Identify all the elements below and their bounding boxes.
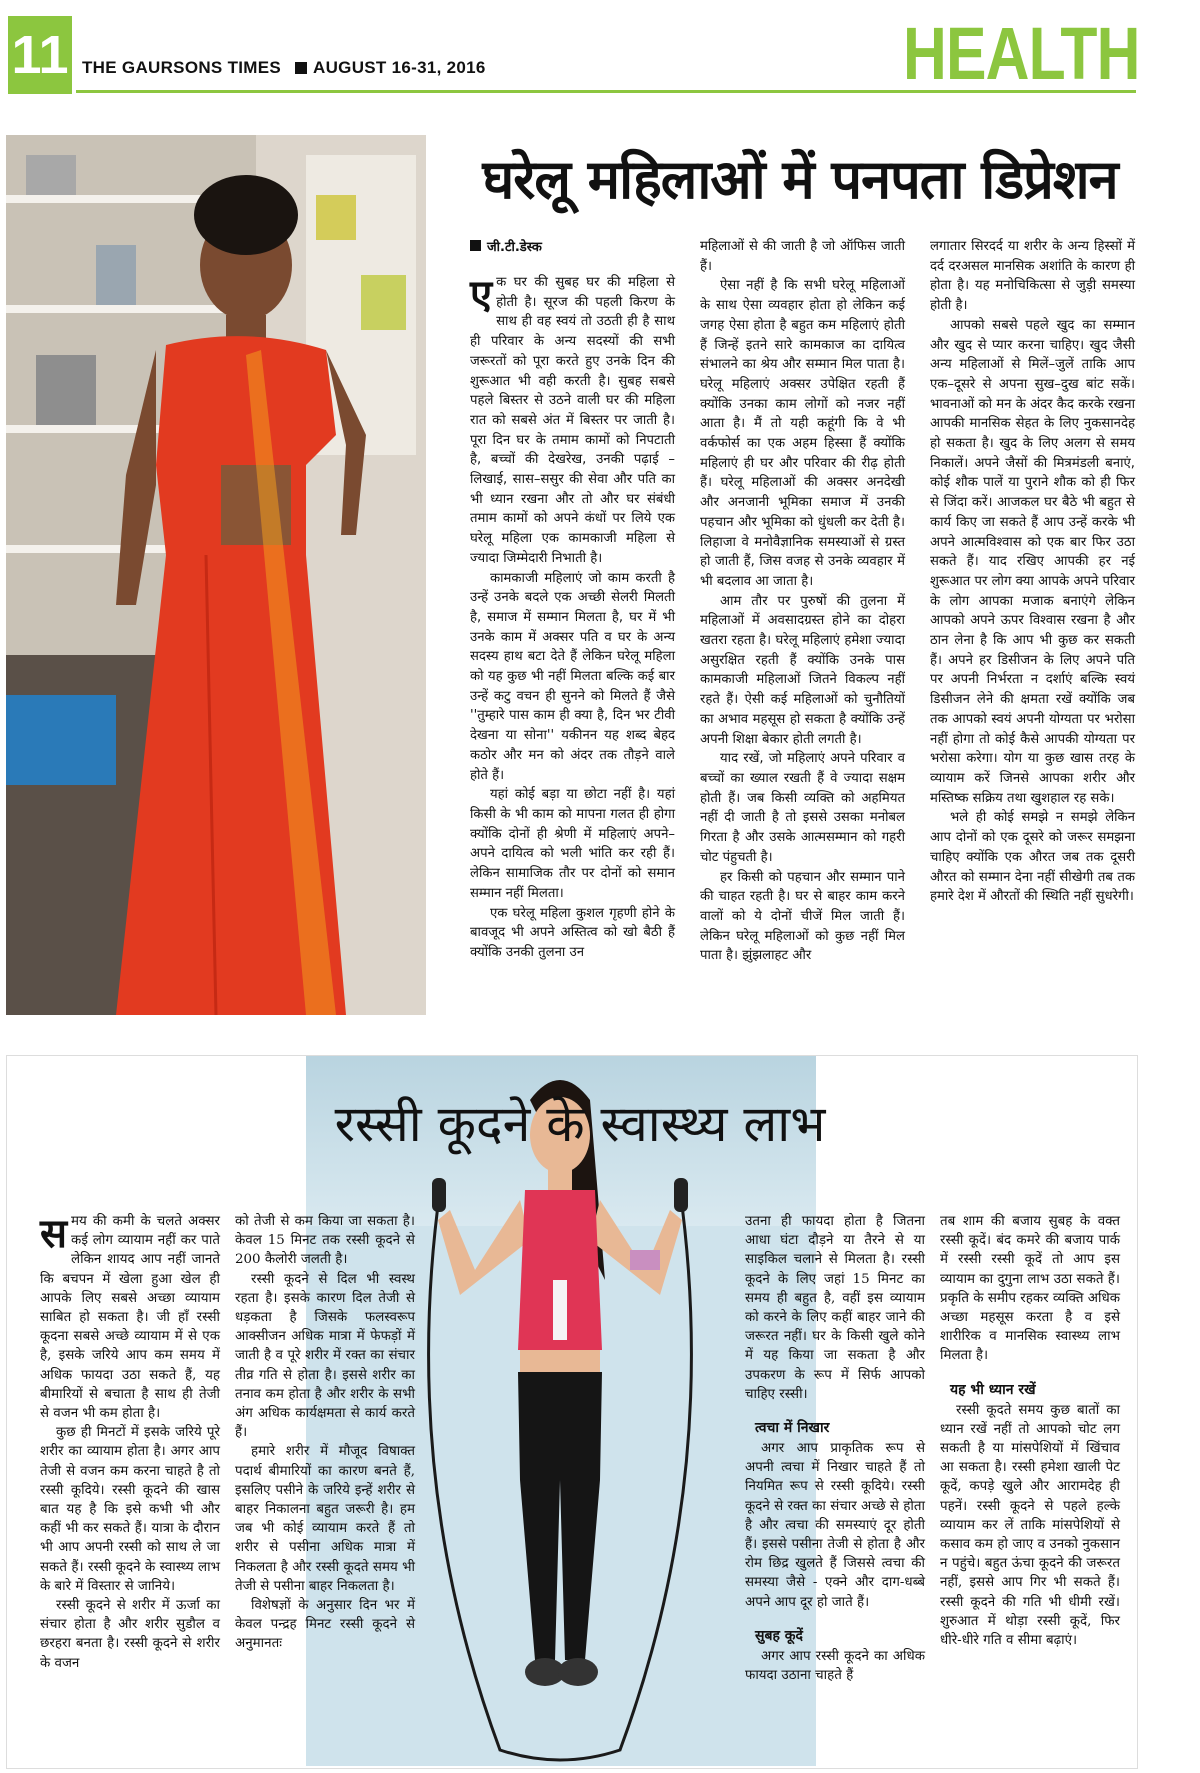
square-bullet-icon: [295, 62, 307, 74]
drop-cap: ए: [470, 272, 493, 318]
paragraph: लगातार सिरदर्द या शरीर के अन्य हिस्सों में दर्द दरअसल मानसिक अशांति के कारण ही होता है। यह मनोचिकित्सा से जुड़ी समस्या होती है।: [930, 239, 1135, 314]
byline: जी.टी.डेस्क: [470, 237, 675, 255]
article2-column-2: [235, 1212, 415, 1654]
page-number: 11: [8, 16, 72, 94]
woman-skipping-rope-photo: [380, 1060, 740, 1766]
masthead: [82, 58, 486, 78]
woman-in-saree-photo: [6, 135, 426, 1015]
paragraph: भले ही कोई समझे न समझे लेकिन आप दोनों को एक दूसरे को जरूर समझना चाहिए क्योंकि एक औरत जब तक दूसरी औरत को सम्मान देना नहीं सीखेगी तब तक हमारे देश में औरतों की स्थिति नहीं सुधरेगी।: [930, 810, 1135, 905]
paragraph: समय की कमी के चलते अक्सर कई लोग व्यायाम नहीं कर पाते लेकिन शायद आप नहीं जानते कि बचपन में खेला हुआ खेल ही आपके लिए सबसे अच्छा व्यायाम साबित हो सकता है। जी हाँ रस्सी कूदना सबसे अच्छे व्यायाम में से एक है, इसके जरिये आप कम समय में अधिक फायदा उठा सकते हैं, यह बीमारियों से बचाता है साथ ही तेजी से वजन भी कम होता है।: [40, 1211, 220, 1422]
article2-column-1: [40, 1212, 220, 1673]
paragraph: एक घर की सुबह घर की महिला से होती है। सूरज की पहली किरण के साथ ही वह स्वयं तो उठती ही है साथ ही परिवार के अन्य सदस्यों की सभी जरूरतों को पूरा करते हुए उनके दिन की शुरूआत भी वही करती है। सुबह सबसे पहले बिस्तर से उठने वाली घर की महिला रात को सबसे अंत में बिस्तर पर जाती है। पूरा दिन घर के तमाम कामों को निपटाती है, बच्चों की देखरेख, उनकी पढ़ाई – लिखाई, सास–ससुर की सेवा और पति का भी ध्यान रखना और तो और घर संबंधी तमाम कामों को अपने कंधों पर लिये एक घरेलू महिला एक कामकाजी महिला से ज्यादा जिम्मेदारी निभाती है।: [470, 272, 675, 566]
publication-name: THE GAURSONS TIMES: [82, 58, 282, 77]
article2-column-4: [940, 1212, 1120, 1650]
paragraph: उतना ही फायदा होता है जितना आधा घंटा दौड़ने या तैरने से या साइकिल चलाने से मिलता है। रस्सी कूदने के लिए जहां 15 मिनट का समय ही बहुत है, वहीं इस व्यायाम को करने के लिए कहीं बाहर जाने की जरूरत नहीं। घर के किसी खुले कोने में यह किया जा सकता है और उपकरण के रूप में सिर्फ आपको चाहिए रस्सी।: [745, 1214, 925, 1402]
paragraph: आपको सबसे पहले खुद का सम्मान और खुद से प्यार करना चाहिए। खुद जैसी अन्य महिलाओं से मिलें–जुलें ताकि आप एक–दूसरे से अपना सुख–दुख बांट सकें। भावनाओं को मन के अंदर कैद करके रखना आपकी मानसिक सेहत के लिए नुकसानदेह हो सकता है। खुद के लिए अलग से समय निकालें। अपने जैसों की मित्रमंडली बनाएं, कोई शौक पालें या पुराने शौक को ही फिर से जिंदा करें। आजकल घर बैठे भी बहुत से कार्य किए जा सकते हैं आप उन्हें करके भी अपने आत्मविश्वास को एक बार फिर उठा सकते हैं। याद रखिए आपकी हर नई शुरूआत पर लोग क्या आपके अपने परिवार के लोग आपका मजाक बनाएंगे लेकिन आपको अपने ऊपर विश्वास रखना है और ठान लेना है कि आप भी कुछ कर सकती हैं। अपने हर डिसीजन के लिए अपने पति पर अपनी निर्भरता न दर्शाएं बल्कि स्वयं डिसीजन लेने की क्षमता रखें क्योंकि जब तक आपको स्वयं अपनी योग्यता पर भरोसा नहीं होगा तो कोई कैसे आपकी योग्यता पर भरोसा करेगा। योग या कुछ खास तरह के व्यायाम करें जिनसे आपका शरीर और मस्तिष्क सक्रिय तथा खुशहाल रह सके।: [930, 317, 1135, 806]
paragraph: यहां कोई बड़ा या छोटा नहीं है। यहां किसी के भी काम को मापना गलत ही होगा क्योंकि दोनों ही श्रेणी में महिलाएं अपने–अपने दायित्व को भली भांति कर रही हैं। लेकिन सामाजिक तौर पर दोनों को समान सम्मान नहीं मिलता।: [470, 787, 675, 901]
paragraph: ऐसा नहीं है कि सभी घरेलू महिलाओं के साथ ऐसा व्यवहार होता हो लेकिन कई जगह ऐसा होता है बहुत कम महिलाएं होती हैं जिन्हें इतने सारे कामकाज का दायित्व संभालने का श्रेय और सम्मान मिल पाता है। घरेलू महिलाएं अक्सर उपेक्षित रहती हैं क्योंकि उनका काम लोगों को नजर नहीं आता है। मैं तो यही कहूंगी कि वे भी वर्कफोर्स का एक अहम हिस्सा हैं क्योंकि महिलाएं ही घर और परिवार की रीढ़ होती हैं। घरेलू महिलाओं की अक्सर अनदेखी और अनजानी भूमिका समाज में उनकी पहचान और भूमिका को धुंधली कर देती है। लिहाजा वे मनोवैज्ञानिक समस्याओं से ग्रस्त हो जाती हैं, जिस वजह से उनके व्यवहार में भी बदलाव आ जाता है।: [700, 278, 905, 589]
article1-column-1: [470, 237, 675, 963]
paragraph: अगर आप रस्सी कूदने का अधिक फायदा उठाना चाहते हैं: [745, 1648, 925, 1684]
paragraph: विशेषज्ञों के अनुसार दिन भर में केवल पन्द्रह मिनट रस्सी कूदने से अनुमानतः: [235, 1598, 415, 1652]
square-bullet-icon: [470, 240, 481, 251]
subheading: सुबह कूदें: [755, 1627, 803, 1644]
paragraph: रस्सी कूदते समय कुछ बातों का ध्यान रखें नहीं तो आपको चोट लग सकती है या मांसपेशियों में खिंचाव आ सकता है। रस्सी हमेशा खाली पेट कूदें, कपड़े खुले और आरामदेह ही पहनें। रस्सी कूदने से पहले हल्के व्यायाम कर लें ताकि मांसपेशियों से कसाव कम हो जाए व उनको नुकसान न पहुंचे। बहुत ऊंचा कूदने की जरूरत नहीं, इससे आप गिर भी सकते हैं। रस्सी कूदने की गति भी धीमी रखें। शुरुआत में थोड़ा रस्सी कूदें, फिर धीरे-धीरे गति व सीमा बढ़ाएं।: [940, 1402, 1120, 1649]
article2-column-3: [745, 1212, 925, 1685]
article-headline: घरेलू महिलाओं में पनपता डिप्रेशन: [482, 148, 1118, 211]
paragraph: हमारे शरीर में मौजूद विषाक्त पदार्थ बीमारियों का कारण बनते हैं, इसलिए पसीने के जरिये इन्हें शरीर से बाहर निकालना बहुत जरूरी है। हम जब भी कोई व्यायाम करते हैं तो शरीर से पसीना अधिक मात्रा में निकलता है और रस्सी कूदते समय भी तेजी से पसीना बाहर निकलता है।: [235, 1444, 415, 1594]
paragraph: कुछ ही मिनटों में इसके जरिये पूरे शरीर का व्यायाम होता है। अगर आप तेजी से वजन कम करना चाहते है तो रस्सी कूदिये। रस्सी कूदने की खास बात यह है कि इसे कभी भी और कहीं भी कर सकते हैं। यात्रा के दौरान भी आप अपनी रस्सी को साथ ले जा सकते हैं। रस्सी कूदने के स्वास्थ्य लाभ के बारे में विस्तार से जानिये।: [40, 1425, 220, 1594]
subheading: यह भी ध्यान रखें: [950, 1381, 1036, 1398]
paragraph: कामकाजी महिलाएं जो काम करती है उन्हें उनके बदले एक अच्छी सेलरी मिलती है, समाज में सम्मान मिलता है, घर में भी उनके काम में अक्सर पति व घर के अन्य सदस्य हाथ बटा देते हैं लेकिन घरेलू महिला को यह कुछ भी नहीं मिलता बल्कि कई बार उन्हें कटु वचन ही सुनने को मिलते हैं जैसे ''तुम्हारे पास काम ही क्या है, दिन भर टीवी देखना या सोना'' यकीनन यह शब्द बेहद कठोर और मन को अंदर तक तौड़ने वाले होते हैं।: [470, 570, 675, 783]
section-title: HEALTH: [903, 12, 1140, 95]
paragraph: महिलाओं से की जाती है जो ऑफिस जाती हैं।: [700, 239, 905, 274]
article1-column-3: [930, 237, 1135, 907]
article1-column-2: [700, 237, 905, 966]
paragraph: याद रखें, जो महिलाएं अपने परिवार व बच्चों का ख्याल रखती हैं वे ज्यादा सक्षम होती हैं। जब किसी व्यक्ति को अहमियत नहीं दी जाती है तो इससे उसका मनोबल गिरता है और उसके आत्मसम्मान को गहरी चोट पंहुचती है।: [700, 751, 905, 865]
paragraph: अगर आप प्राकृतिक रूप से अपनी त्वचा में निखार चाहते हैं तो नियमित रूप से रस्सी कूदिये। रस्सी कूदने से रक्त का संचार अच्छे से होता है और त्वचा की समस्याएं दूर होती हैं। इससे पसीना तेजी से होता है और रोम छिद्र खुलते हैं जिससे त्वचा की समस्या जैसे - एक्ने और दाग-धब्बे अपने आप दूर हो जाते हैं।: [745, 1441, 925, 1610]
drop-cap: स: [40, 1211, 68, 1257]
paragraph: रस्सी कूदने से शरीर में ऊर्जा का संचार होता है और शरीर सुडौल व छरहरा बनता है। रस्सी कूदने से शरीर के वजन: [40, 1598, 220, 1671]
paragraph: रस्सी कूदने से दिल भी स्वस्थ रहता है। इसके कारण दिल तेजी से धड़कता है जिसके फलस्वरूप आक्सीजन अधिक मात्रा में फेफड़ों में जाती है व पूरे शरीर में रक्त का संचार तीव्र गति से होता है। इससे शरीर का तनाव कम होता है और शरीर के सभी अंग अधिक कार्यक्षमता से कार्य करते हैं।: [235, 1271, 415, 1441]
paragraph: हर किसी को पहचान और सम्मान पाने की चाहत रहती है। घर से बाहर काम करने वालों को ये दोनों चीजें मिल जाती हैं। लेकिन घरेलू महिलाओं को कुछ नहीं मिल पाता है। झुंझलाहट और: [700, 869, 905, 964]
paragraph: आम तौर पर पुरुषों की तुलना में महिलाओं में अवसादग्रस्त होने का दोहरा खतरा रहता है। घरेलू महिलाएं हमेशा ज्यादा असुरक्षित रहती हैं क्योंकि उनके पास कामकाजी महिलाओं जितने विकल्प नहीं रहते हैं। ऐसी कई महिलाओं को चुनौतियों का अभाव महसूस हो सकता है क्योंकि उन्हें अपनी शिक्षा बेकार होती लगती है।: [700, 593, 905, 747]
subheading: त्वचा में निखार: [755, 1420, 830, 1437]
paragraph: एक घरेलू महिला कुशल गृहणी होने के बावजूद भी अपने अस्तित्व को खो बैठी हैं क्योंकि उनकी तुलना उन: [470, 905, 675, 960]
paragraph: को तेजी से कम किया जा सकता है। केवल 15 मिनट तक रस्सी कूदने से 200 कैलोरी जलती है।: [235, 1214, 415, 1268]
paragraph: तब शाम की बजाय सुबह के वक्त रस्सी कूदें। बंद कमरे की बजाय पार्क में रस्सी रस्सी कूदें तो आप इस व्यायाम का दुगुना लाभ उठा सकते हैं। प्रकृति के समीप रहकर व्यक्ति अधिक अच्छा महसूस करता है व इसे शारीरिक व मानसिक स्वास्थ्य लाभ मिलता है।: [940, 1214, 1120, 1364]
article-headline: रस्सी कूदने के स्वास्थ्य लाभ: [334, 1095, 826, 1153]
issue-date: AUGUST 16-31, 2016: [313, 58, 486, 77]
